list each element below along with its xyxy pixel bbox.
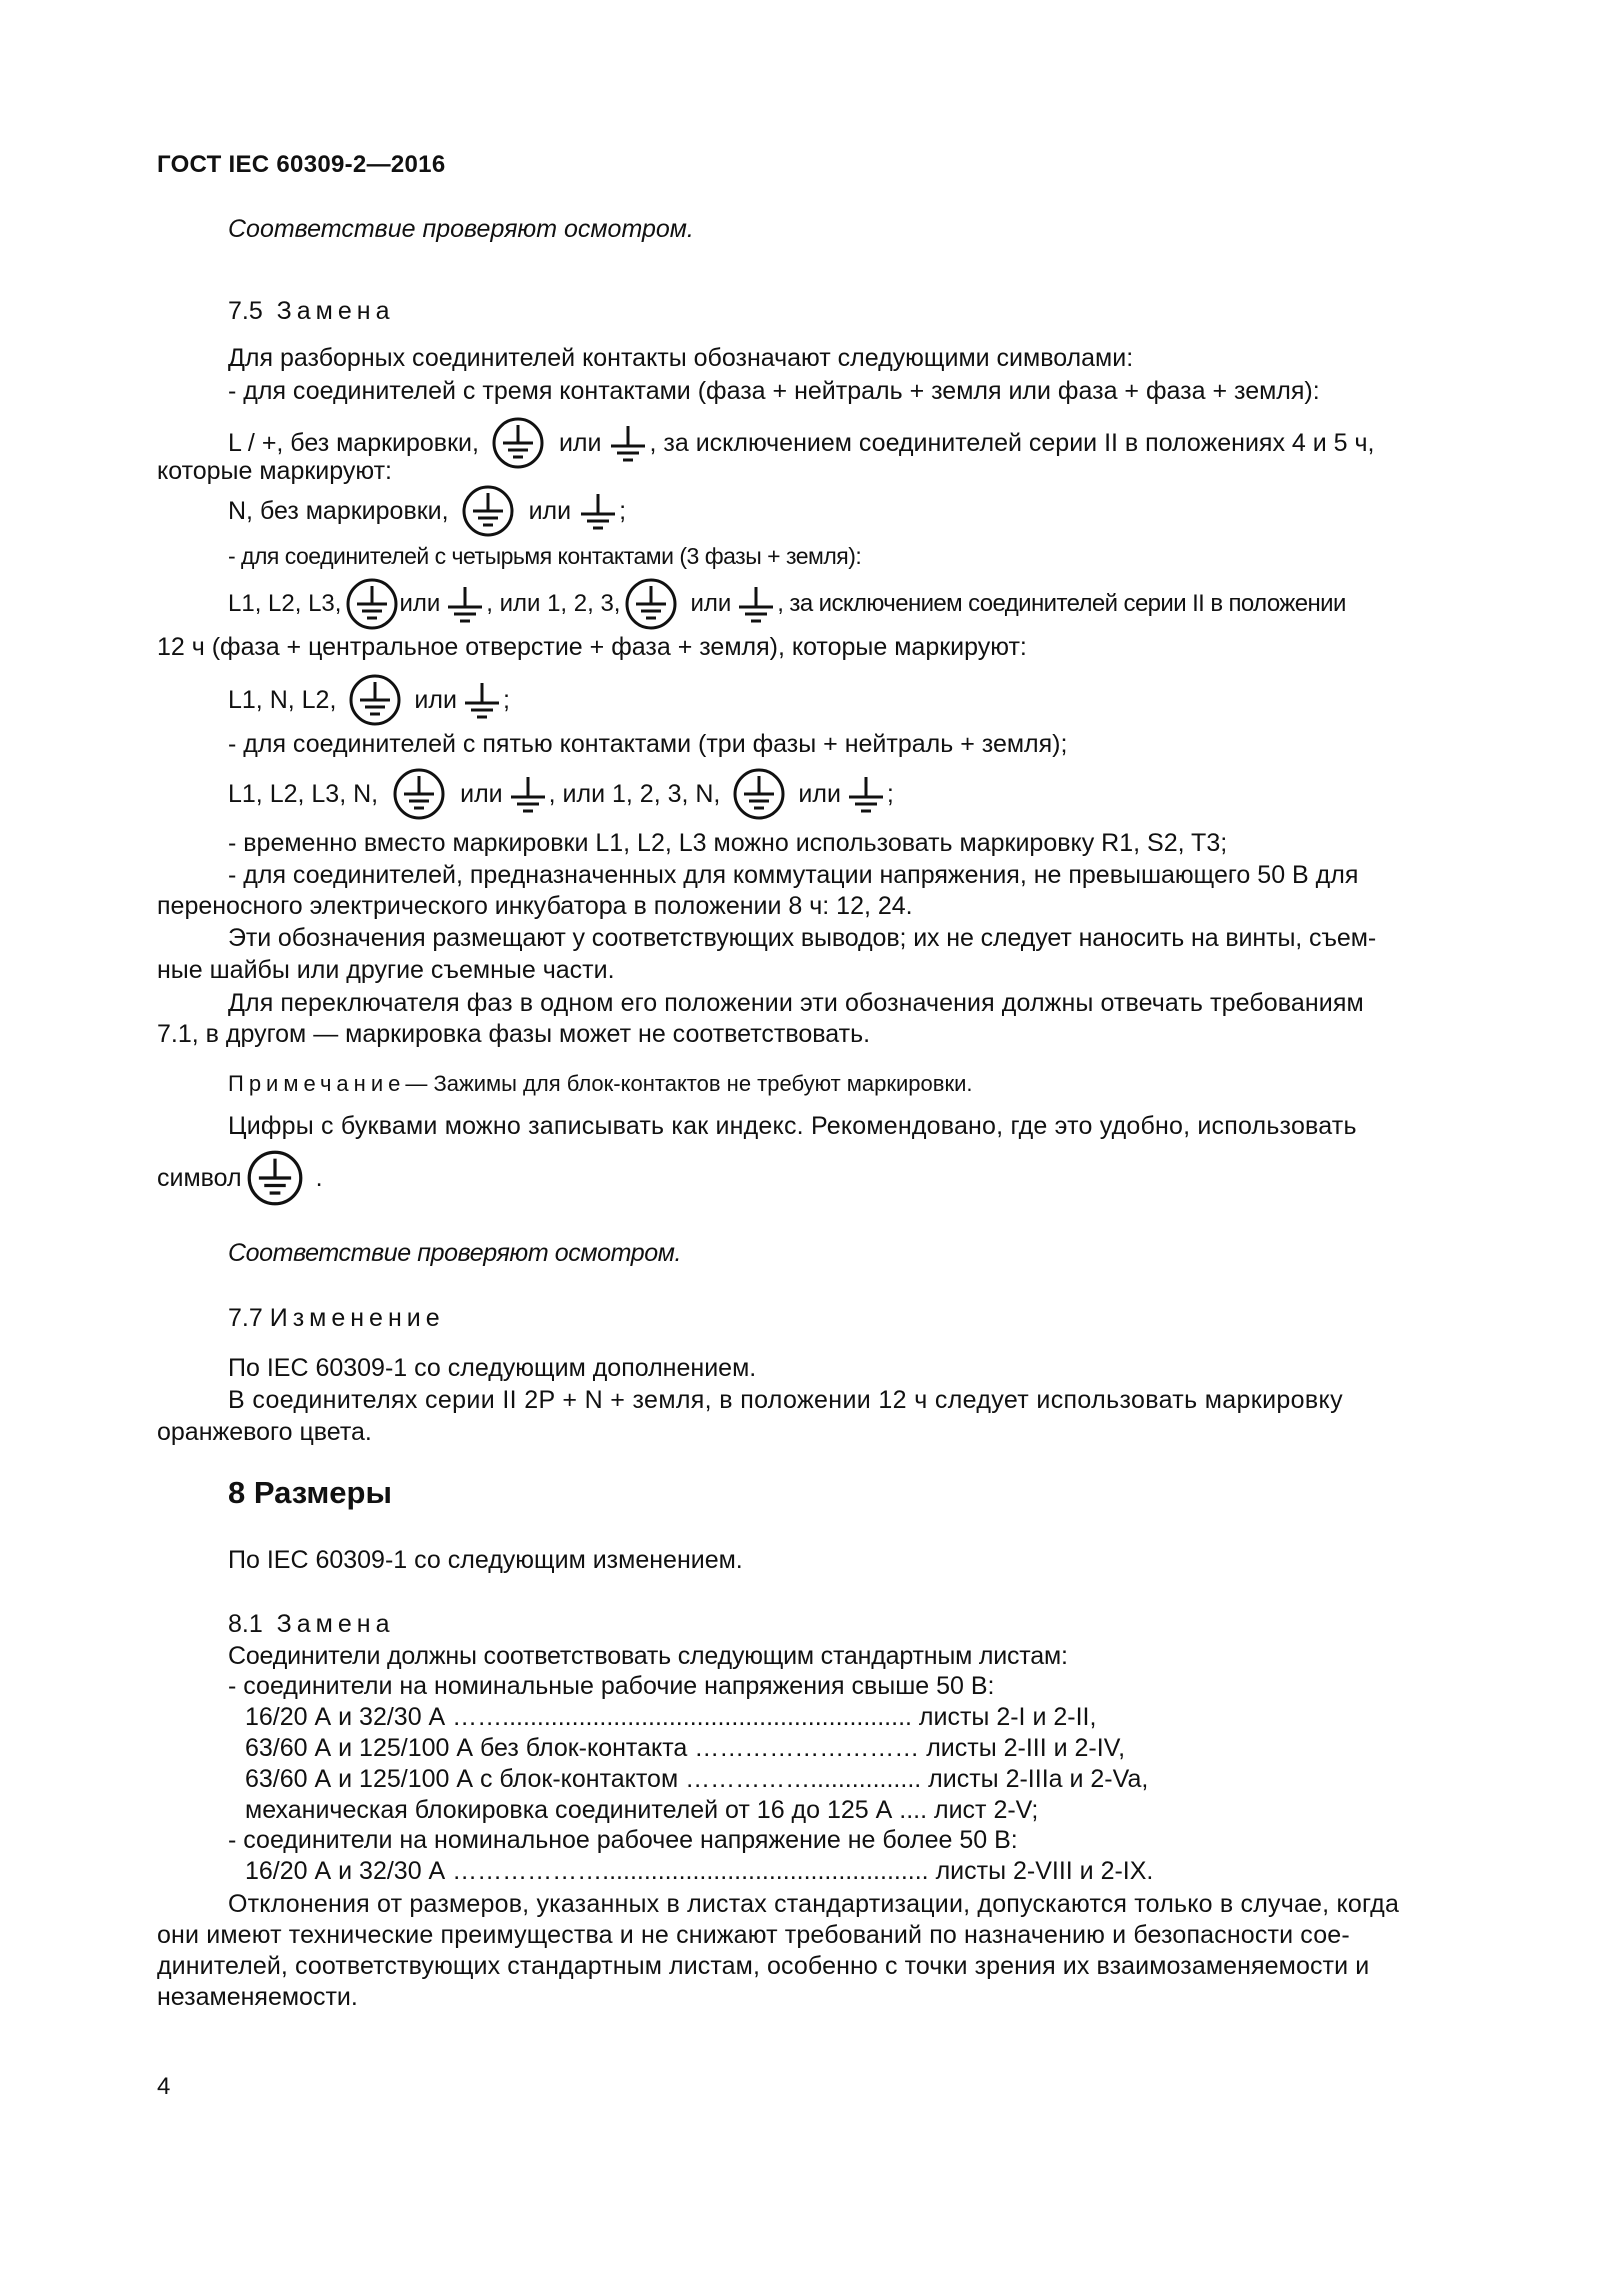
note-text: — Зажимы для блок-контактов не требуют маркировки. [405,1071,973,1096]
paragraph-line: незаменяемости. [157,1983,358,2011]
text-fragment: ; [502,686,510,714]
paragraph: 12 ч (фаза + центральное отверстие + фаза + земля), которые маркируют: [157,633,1027,661]
paragraph-line: В соединителях серии II 2P + N + земля, в положении 12 ч следует использовать маркировку [228,1386,1343,1414]
protective-earth-symbol-icon [392,767,446,821]
earth-symbol-icon [845,773,887,815]
paragraph: Соединители должны соответствовать следующим стандартным листам: [228,1642,1068,1670]
note-label: Примечание [228,1071,406,1096]
section-7-5-heading [228,296,394,326]
text-fragment: , за исключением соединителей серии II в положениях 4 и 5 ч, [649,429,1375,457]
section-8-1-heading [228,1609,394,1639]
list-item: 16/20 А и 32/30 А ……........................................................... листы 2-I и 2-II, [245,1703,1097,1731]
list-item: - для соединителей с пятью контактами (три фазы + нейтраль + земля); [228,730,1068,758]
text-fragment: ; [619,497,627,525]
paragraph-line: оранжевого цвета. [157,1418,372,1446]
symbol-line [228,673,510,727]
section-title: Замена [276,297,395,325]
paragraph: Для разборных соединителей контакты обозначают следующими символами: [228,344,1134,372]
paragraph-line: они имеют технические преимущества и не снижают требований по назначению и безопасности сое- [157,1921,1350,1949]
text-fragment: L / +, без маркировки, [228,429,479,457]
symbol-line [228,418,1375,468]
section-title: Изменение [269,1304,445,1332]
protective-earth-symbol-icon [348,673,402,727]
paragraph-line: Эти обозначения размещают у соответствующих выводов; их не следует наносить на винты, съем- [228,924,1377,952]
paragraph-line: 7.1, в другом — маркировка фазы может не соответствовать. [157,1020,871,1048]
compliance-note-1: Соответствие проверяют осмотром. [228,215,694,243]
text-fragment: или [558,429,602,457]
list-item: - соединители на номинальное рабочее напряжение не более 50 В: [228,1826,1018,1854]
document-header: ГОСТ IEC 60309-2—2016 [157,151,446,178]
text-fragment: . [315,1164,323,1192]
paragraph-line: Цифры с буквами можно записывать как индекс. Рекомендовано, где это удобно, использовать [228,1112,1357,1140]
text-fragment: или [399,590,441,617]
text-fragment: L1, L2, L3, N, [228,780,379,808]
paragraph-line: переносного электрического инкубатора в положении 8 ч: 12, 24. [157,892,913,920]
earth-symbol-icon [607,422,649,464]
text-fragment: или [460,780,503,808]
note [228,1069,973,1099]
text-fragment: или [798,780,841,808]
text-fragment: или [690,590,732,617]
list-item: - для соединителей с тремя контактами (фаза + нейтраль + земля или фаза + фаза + земля): [228,377,1320,405]
protective-earth-symbol-icon [461,484,515,538]
protective-earth-symbol-icon [624,577,678,631]
section-number: 7.7 [228,1304,263,1332]
paragraph-line: Для переключателя фаз в одном его положении эти обозначения должны отвечать требованиям [228,989,1364,1017]
paragraph-line: динителей, соответствующих стандартным листам, особенно с точки зрения их взаимозаменяемости и [157,1952,1370,1980]
text-fragment: L1, L2, L3, [228,590,342,617]
paragraph-line: ные шайбы или другие съемные части. [157,956,615,984]
protective-earth-symbol-icon [246,1149,304,1207]
earth-symbol-icon [735,583,777,625]
page-number: 4 [157,2073,171,2100]
text-fragment: , или 1, 2, 3, N, [548,780,721,808]
paragraph: По IEC 60309-1 со следующим дополнением. [228,1354,757,1382]
list-item: - соединители на номинальные рабочие напряжения свыше 50 В: [228,1672,995,1700]
list-item: механическая блокировка соединителей от 16 до 125 А .... лист 2-V; [245,1796,1039,1824]
protective-earth-symbol-icon [732,767,786,821]
paragraph: По IEC 60309-1 со следующим изменением. [228,1546,743,1574]
symbol-line [228,577,1346,631]
section-title: Замена [276,1610,395,1638]
text-fragment: N, без маркировки, [228,497,449,525]
text-fragment: символ [157,1164,242,1192]
earth-symbol-icon [507,773,549,815]
list-item: - для соединителей с четырьмя контактами (3 фазы + земля): [228,543,862,569]
section-7-7-heading [228,1303,445,1333]
paragraph-line: Отклонения от размеров, указанных в листах стандартизации, допускаются только в случае, когда [228,1890,1400,1918]
text-fragment: , или 1, 2, 3, [486,590,621,617]
paragraph: которые маркируют: [157,457,392,485]
protective-earth-symbol-icon [345,577,399,631]
symbol-line [228,766,894,822]
text-fragment: L1, N, L2, [228,686,337,714]
compliance-note-2: Соответствие проверяют осмотром. [228,1239,682,1267]
text-fragment: или [414,686,457,714]
text-fragment: , за исключением соединителей серии II в положении [777,590,1346,617]
symbol-line [228,486,626,536]
list-item: - временно вместо маркировки L1, L2, L3 можно использовать маркировку R1, S2, T3; [228,829,1228,857]
section-8-heading: 8 Размеры [228,1475,392,1510]
protective-earth-symbol-icon [491,416,545,470]
text-fragment: или [528,497,572,525]
section-number: 8.1 [228,1610,263,1638]
list-item: 63/60 А и 125/100 А с блок-контактом ……………................ листы 2-IIIa и 2-Va, [245,1765,1149,1793]
list-item: 16/20 А и 32/30 А ………………............................................... листы 2-VIII и 2-IX. [245,1857,1154,1885]
text-fragment: ; [886,780,894,808]
earth-symbol-icon [461,679,503,721]
earth-symbol-icon [577,490,619,532]
earth-symbol-icon [444,583,486,625]
list-item: 63/60 А и 125/100 А без блок-контакта ……………………… листы 2-III и 2-IV, [245,1734,1126,1762]
symbol-line [157,1148,323,1208]
section-number: 7.5 [228,297,263,325]
list-item-line: - для соединителей, предназначенных для коммутации напряжения, не превышающего 50 В для [228,861,1359,889]
